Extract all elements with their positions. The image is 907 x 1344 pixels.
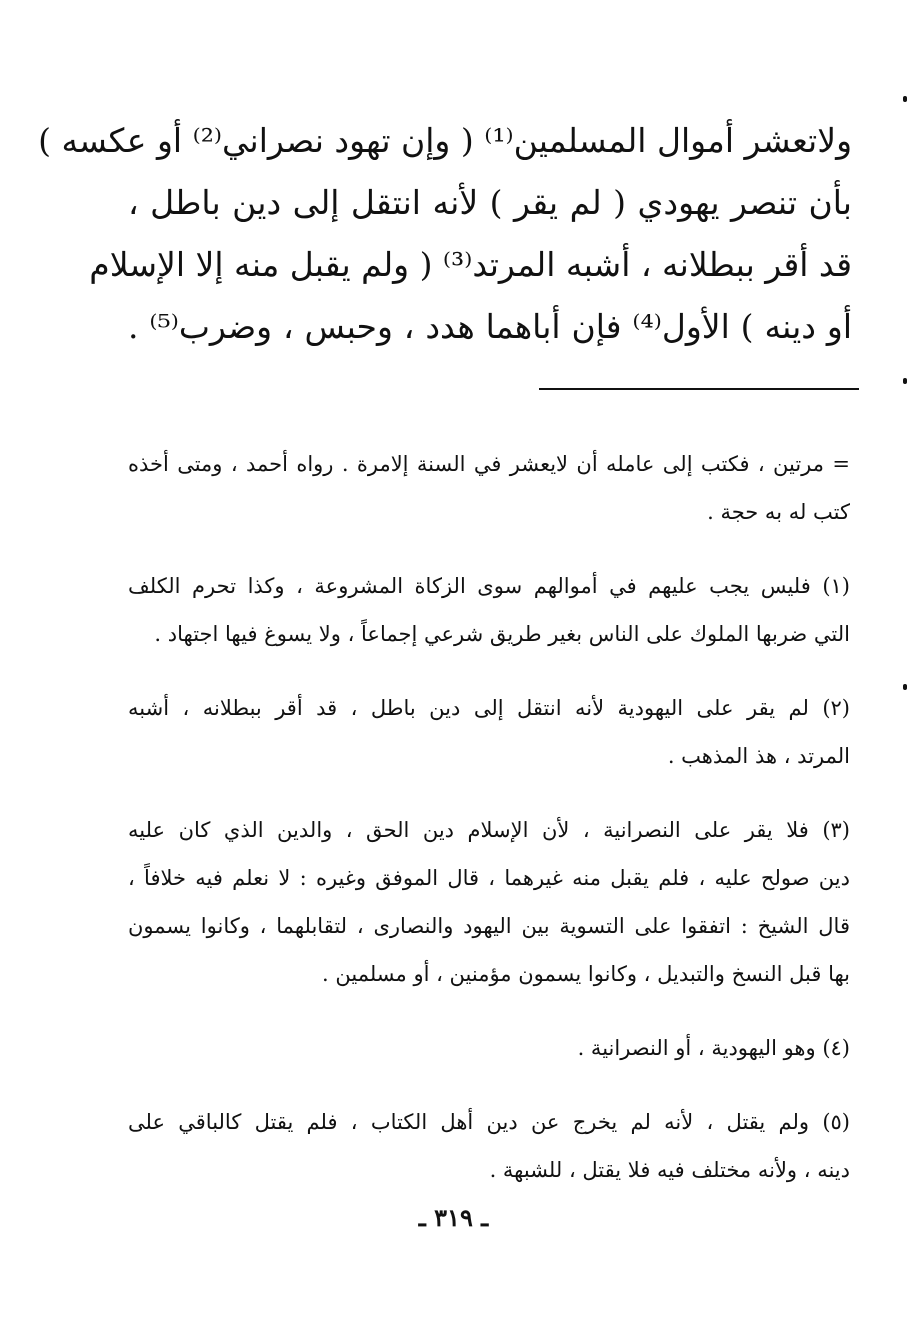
footnote-line: = مرتين ، فكتب إلى عامله أن لايعشر في السنة إلامرة . رواه أحمد ، ومتى أخذه (128, 452, 850, 476)
footnote-line: (٢) لم يقر على اليهودية لأنه انتقل إلى دين باطل ، قد أقر ببطلانه ، أشبه (128, 696, 850, 720)
footnote-5 (128, 1098, 850, 1194)
scan-speck (903, 684, 907, 690)
main-text-line: ولاتعشر أموال المسلمين⁽¹⁾ ( وإن تهود نصراني⁽²⁾ أو عكسه ) (38, 121, 852, 160)
page-number: ـ ٣١٩ ـ (418, 1203, 489, 1232)
footnote-line: (٥) ولم يقتل ، لأنه لم يخرج عن دين أهل الكتاب ، فلم يقتل كالباقي على (128, 1110, 850, 1134)
footnote-line: دين صولح عليه ، فلم يقبل منه غيرهما ، قال الموفق وغيره : لا نعلم فيه خلافاً ، (128, 866, 850, 890)
footnote-line: دينه ، ولأنه مختلف فيه فلا يقتل ، للشبهة . (489, 1158, 850, 1182)
scan-speck (903, 378, 907, 384)
main-text-line: بأن تنصر يهودي ( لم يقر ) لأنه انتقل إلى دين باطل ، (128, 183, 852, 222)
main-text-line: أو دينه ) الأول⁽⁴⁾ فإن أباهما هدد ، وحبس ، وضرب⁽⁵⁾ . (128, 307, 852, 346)
footnote-line: بها قبل النسخ والتبديل ، وكانوا يسمون مؤمنين ، أو مسلمين . (322, 962, 850, 986)
scan-speck (903, 96, 907, 102)
footnote-1 (128, 562, 850, 658)
footnote-line: (٣) فلا يقر على النصرانية ، لأن الإسلام دين الحق ، والدين الذي كان عليه (128, 818, 850, 842)
main-text-line: قد أقر ببطلانه ، أشبه المرتد⁽³⁾ ( ولم يقبل منه إلا الإسلام (89, 245, 852, 284)
footnote-4 (128, 1024, 850, 1072)
footnote-continuation (128, 440, 850, 536)
footnote-line: التي ضربها الملوك على الناس بغير طريق شرعي إجماعاً ، ولا يسوغ فيها اجتهاد . (154, 622, 850, 646)
footnote-line: (٤) وهو اليهودية ، أو النصرانية . (577, 1036, 850, 1060)
footnote-2 (128, 684, 850, 780)
footnotes (128, 440, 850, 1220)
footnote-separator (539, 388, 859, 390)
footnote-line: كتب له به حجة . (707, 500, 850, 524)
footnote-line: قال الشيخ : اتفقوا على التسوية بين اليهود والنصارى ، لتقابلهما ، وكانوا يسمون (128, 914, 850, 938)
footnote-3 (128, 806, 850, 998)
footnote-line: المرتد ، هذ المذهب . (667, 744, 850, 768)
footnote-line: (١) فليس يجب عليهم في أموالهم سوى الزكاة المشروعة ، وكذا تحرم الكلف (128, 574, 850, 598)
main-text (38, 110, 852, 358)
